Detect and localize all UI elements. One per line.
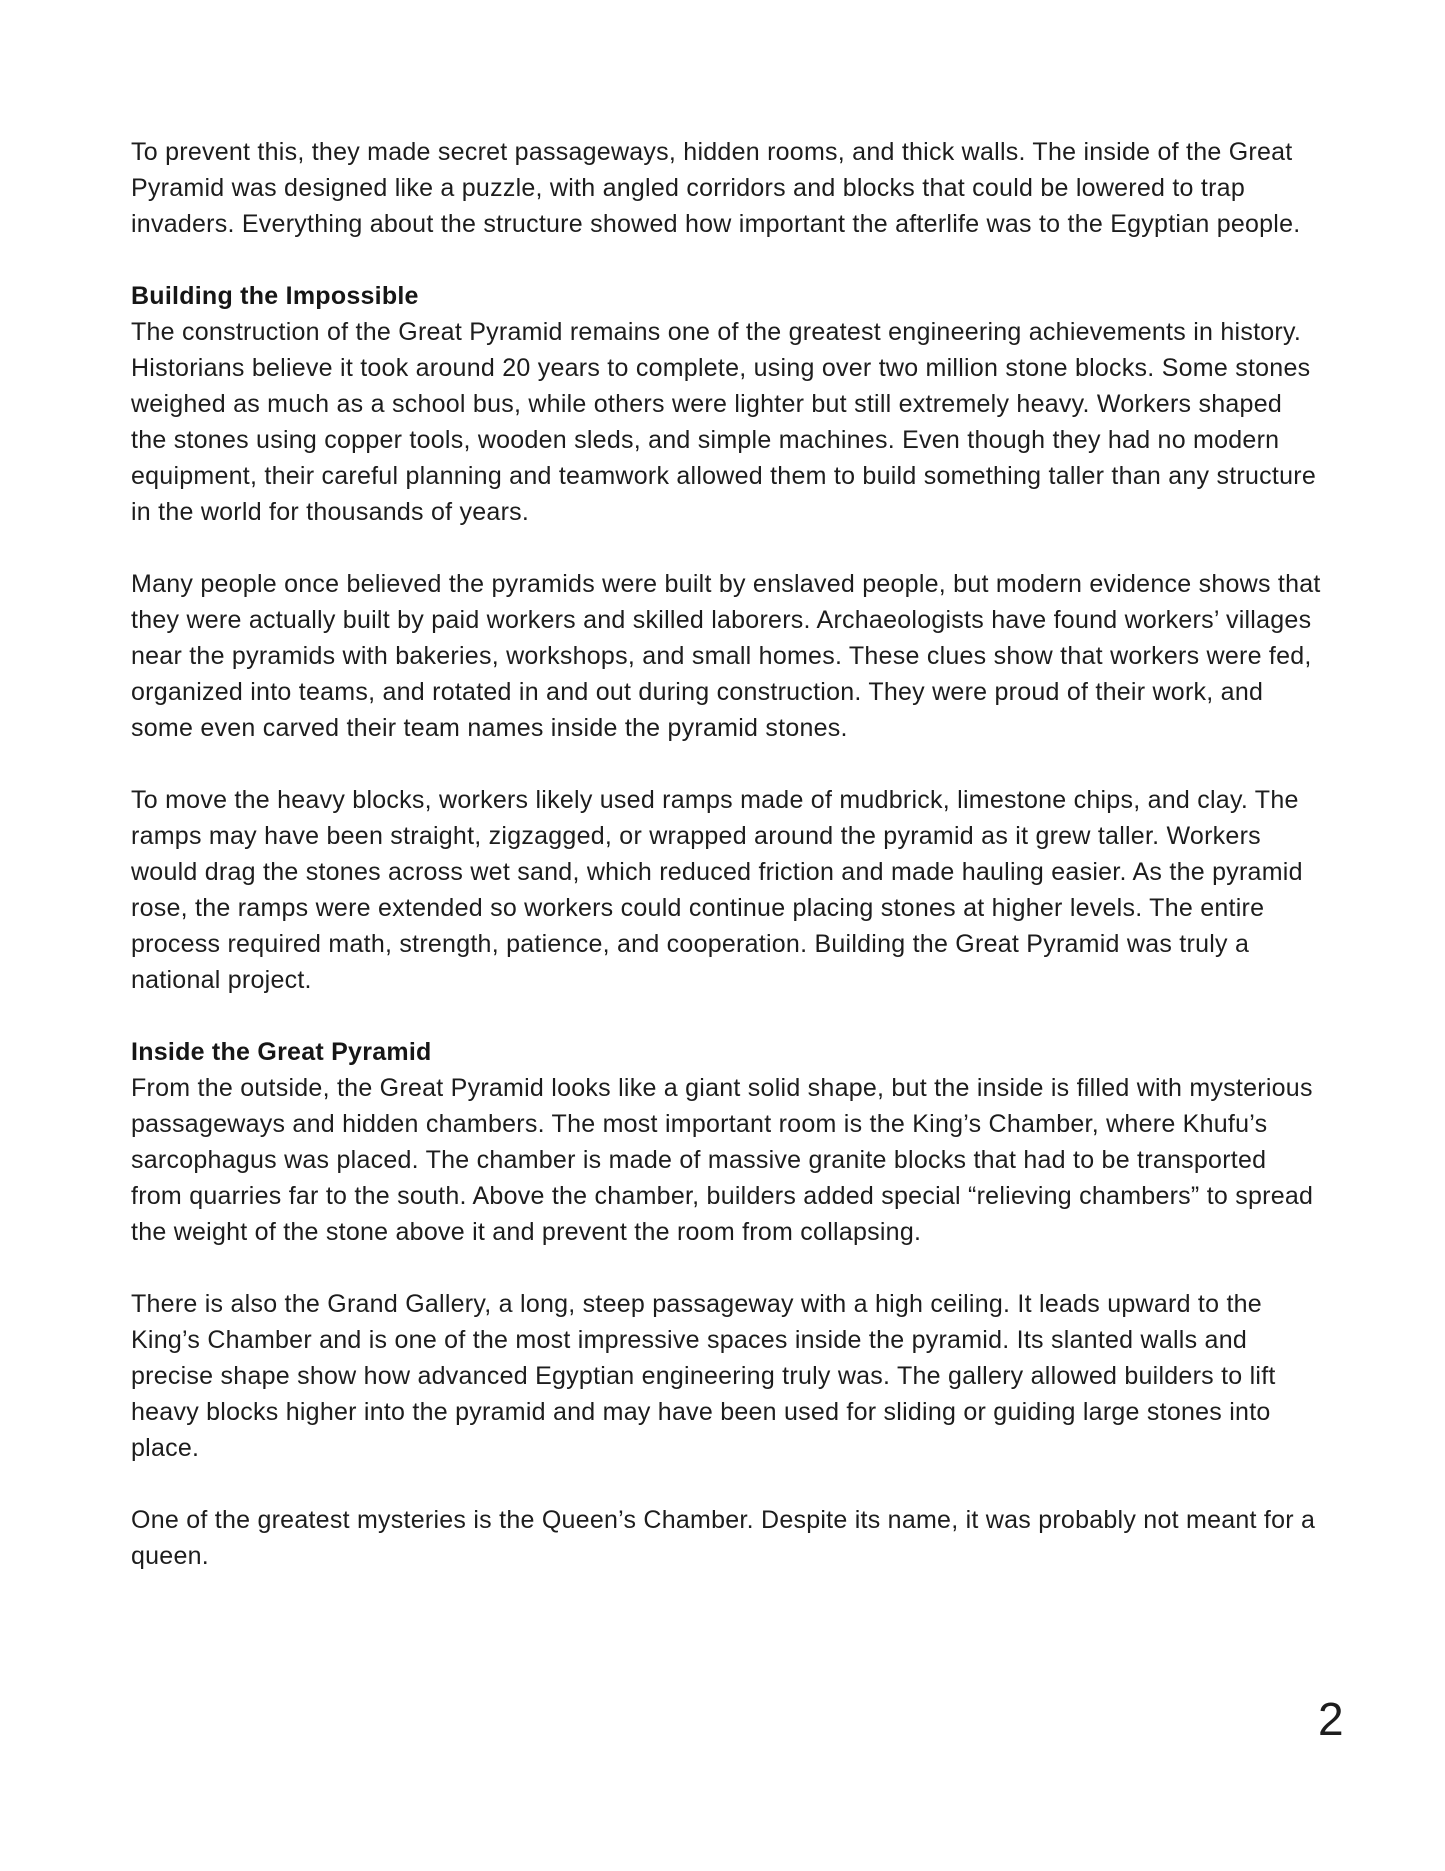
paragraph: From the outside, the Great Pyramid looks like a giant solid shape, but the inside is filled with mysterious passageways and hidden chambers. The most important room is the King’s Chamber, where Khufu’s sarcophagus was placed. The chamber is made of massive granite blocks that had to be transported from quarries far to the south. Above the chamber, builders added special “relieving chambers” to spread the weight of the stone above it and prevent the room from collapsing. [131, 1074, 1314, 1246]
section-heading-inside-the-great-pyramid: Inside the Great Pyramid [131, 1038, 432, 1066]
paragraph: The construction of the Great Pyramid remains one of the greatest engineering achievements in history. Historians believe it took around 20 years to complete, using over two million stone blocks. Some stones weighed as much as a school bus, while others were lighter but still extremely heavy. Workers shaped the stones using copper tools, wooden sleds, and simple machines. Even though they had no modern equipment, their careful planning and teamwork allowed them to build something taller than any structure in the world for thousands of years. [131, 318, 1316, 526]
page-number: 2 [1318, 1693, 1344, 1745]
paragraph: To move the heavy blocks, workers likely used ramps made of mudbrick, limestone chips, and clay. The ramps may have been straight, zigzagged, or wrapped around the pyramid as it grew taller. Workers would drag the stones across wet sand, which reduced friction and made hauling easier. As the pyramid rose, the ramps were extended so workers could continue placing stones at higher levels. The entire process required math, strength, patience, and cooperation. Building the Great Pyramid was truly a national project. [131, 786, 1303, 994]
paragraph: One of the greatest mysteries is the Queen’s Chamber. Despite its name, it was probably not meant for a queen. [131, 1506, 1316, 1570]
document-body [131, 134, 1323, 1574]
paragraph: Many people once believed the pyramids were built by enslaved people, but modern evidence shows that they were actually built by paid workers and skilled laborers. Archaeologists have found workers’ villages near the pyramids with bakeries, workshops, and small homes. These clues show that workers were fed, organized into teams, and rotated in and out during construction. They were proud of their work, and some even carved their team names inside the pyramid stones. [131, 570, 1321, 742]
paragraph: There is also the Grand Gallery, a long, steep passageway with a high ceiling. It leads upward to the King’s Chamber and is one of the most impressive spaces inside the pyramid. Its slanted walls and precise shape show how advanced Egyptian engineering truly was. The gallery allowed builders to lift heavy blocks higher into the pyramid and may have been used for sliding or guiding large stones into place. [131, 1290, 1276, 1462]
paragraph: To prevent this, they made secret passageways, hidden rooms, and thick walls. The inside of the Great Pyramid was designed like a puzzle, with angled corridors and blocks that could be lowered to trap invaders. Everything about the structure showed how important the afterlife was to the Egyptian people. [131, 138, 1301, 238]
section-heading-building-the-impossible: Building the Impossible [131, 282, 419, 310]
